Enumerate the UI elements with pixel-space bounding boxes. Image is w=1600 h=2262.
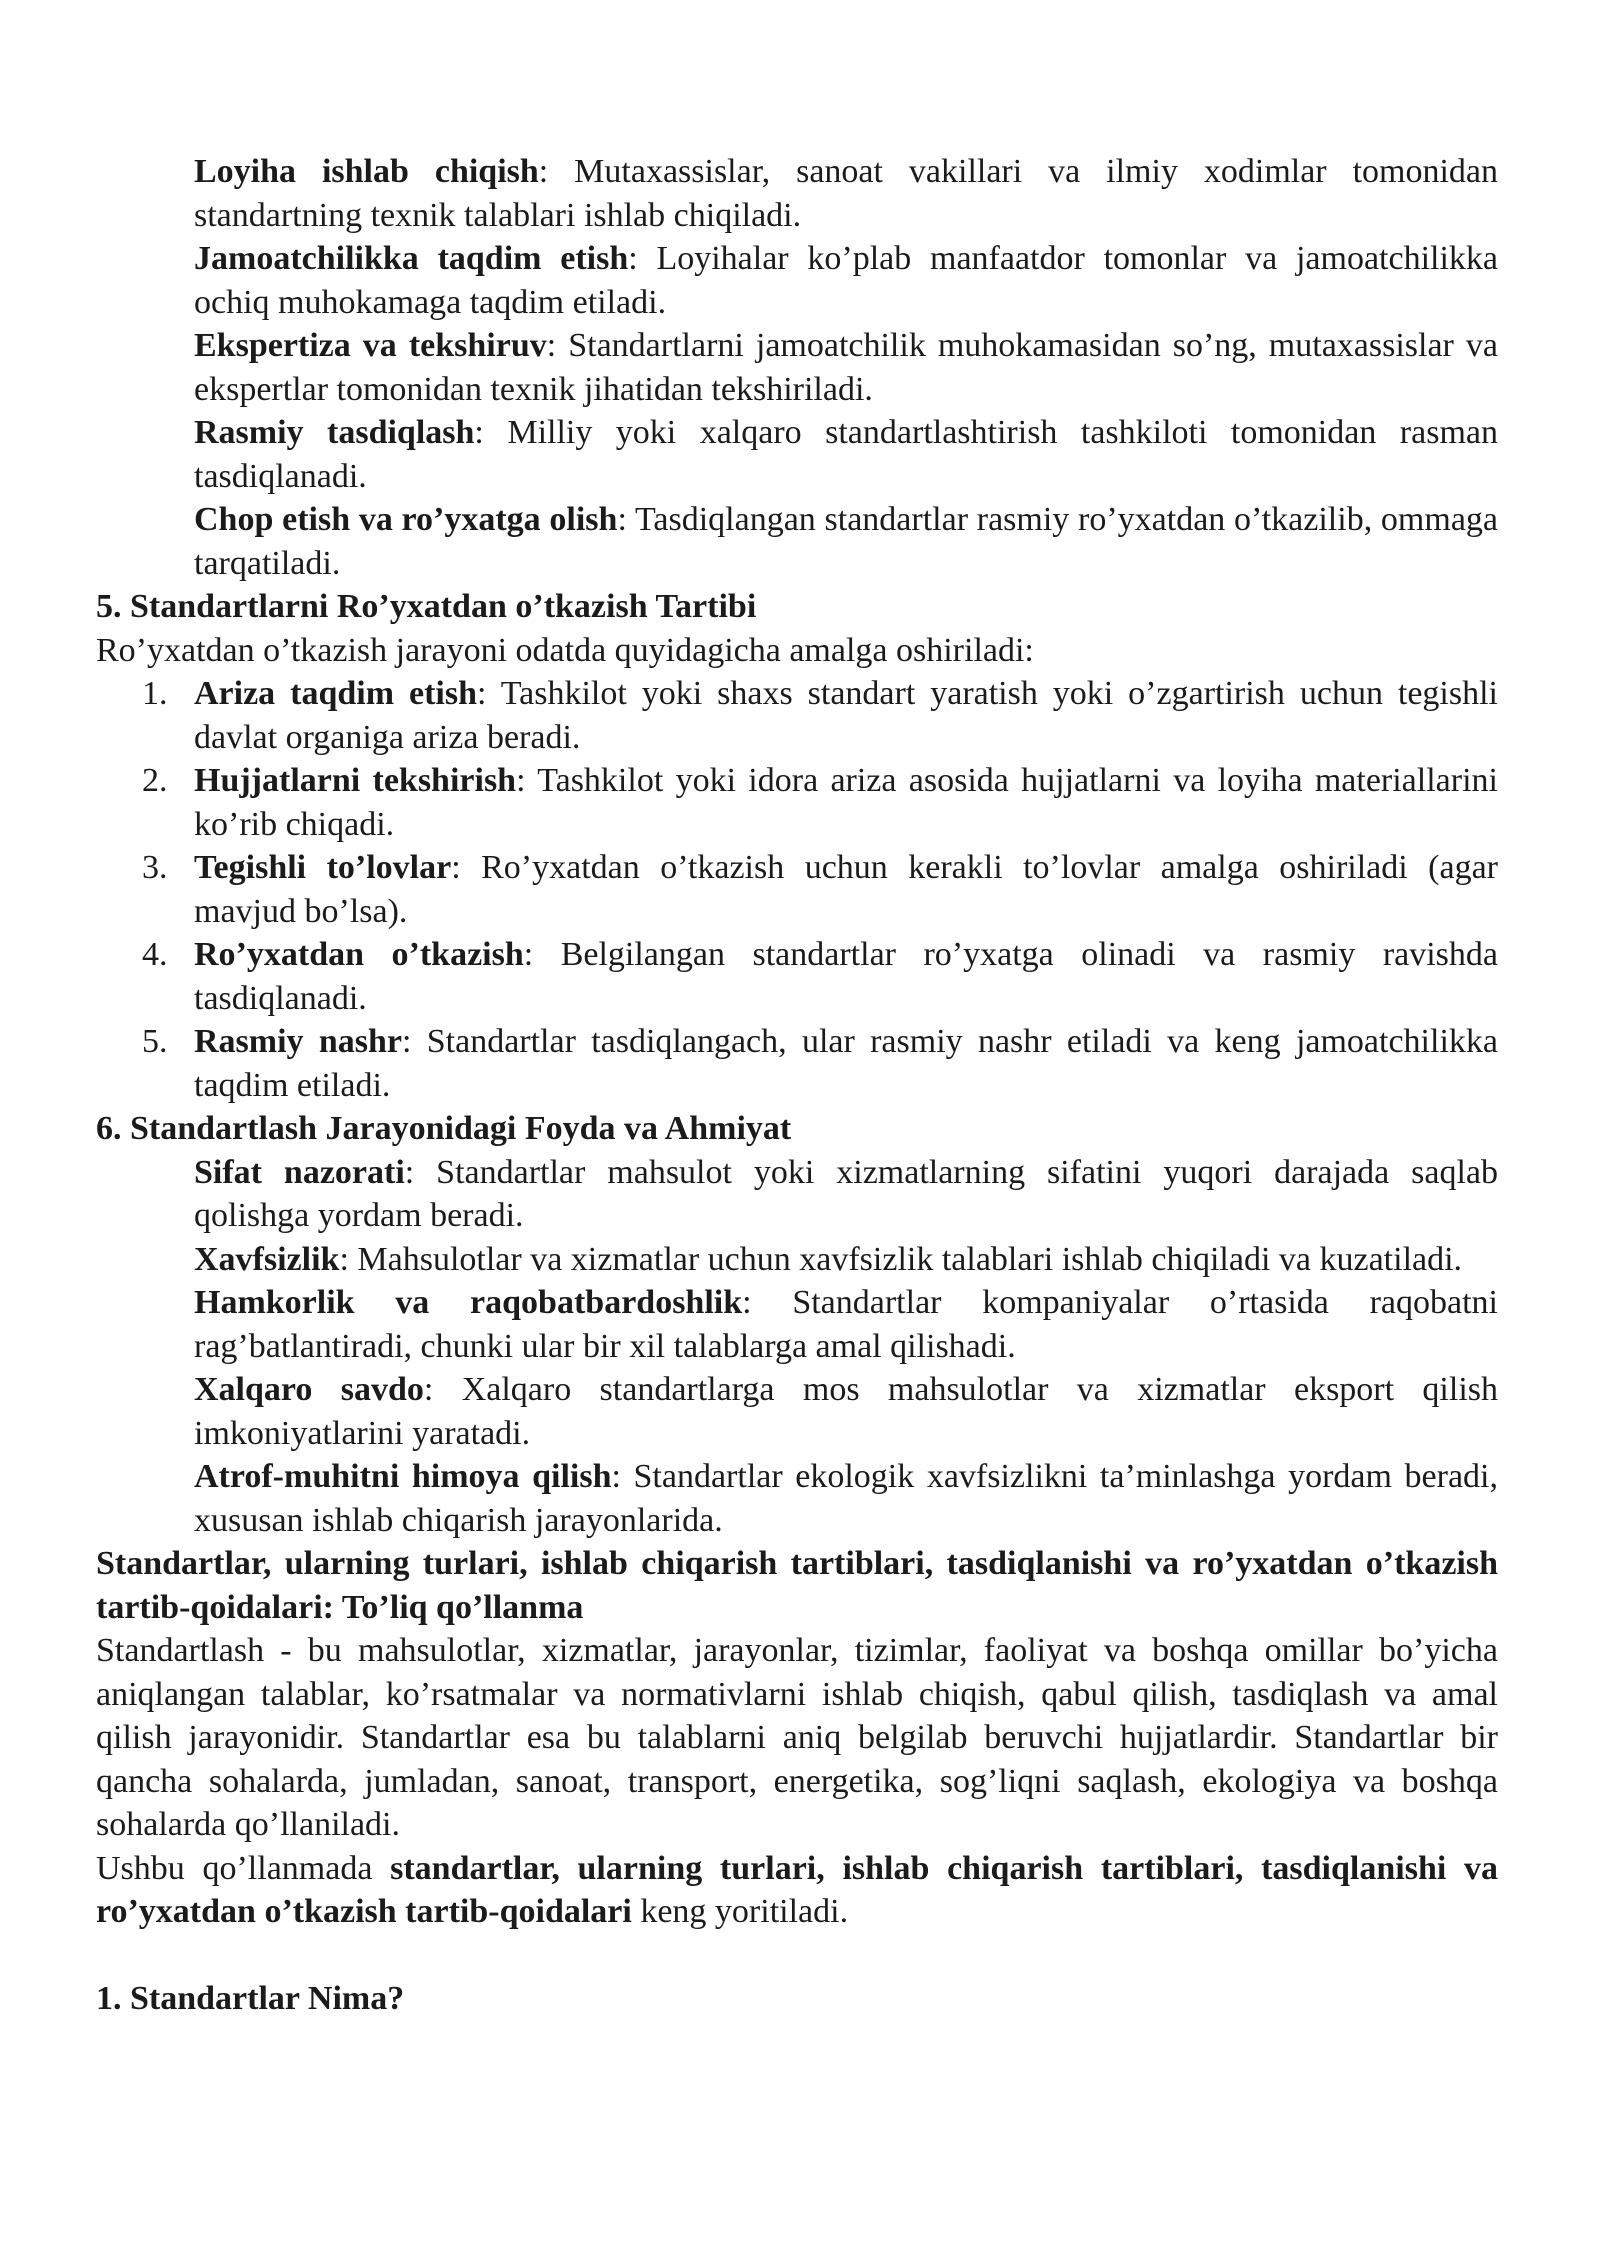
item-term: Tegishli to’lovlar	[194, 849, 452, 886]
benefit-text: : Standartlar ekologik xavfsizlikni ta’minlashga yordam beradi, xususan ishlab chiqarish jarayonlarida.	[194, 1458, 1498, 1539]
item-text: : Ro’yxatdan o’tkazish uchun kerakli to’lovlar amalga oshiriladi (agar mavjud bo’lsa).	[194, 849, 1498, 930]
step-text: : Loyihalar ko’plab manfaatdor tomonlar va jamoatchilikka ochiq muhokamaga taqdim etiladi.	[194, 240, 1498, 321]
step-term: Rasmiy tasdiqlash	[194, 414, 475, 451]
benefit-term: Xavfsizlik	[194, 1240, 340, 1278]
process-step	[96, 237, 1498, 324]
document-page	[96, 150, 1498, 2021]
step-term: Chop etish va ro’yxatga olish	[194, 501, 618, 538]
step-text: : Milliy yoki xalqaro standartlashtirish tashkiloti tomonidan rasman tasdiqlanadi.	[194, 414, 1498, 495]
section-heading: 5. Standartlarni Ro’yxatdan o’tkazish Tartibi	[96, 588, 757, 625]
section-intro: Ro’yxatdan o’tkazish jarayoni odatda quyidagicha amalga oshiriladi:	[96, 631, 1034, 669]
benefit-text: : Standartlar mahsulot yoki xizmatlarning sifatini yuqori darajada saqlab qolishga yordam beradi.	[194, 1153, 1499, 1234]
process-step	[96, 324, 1498, 411]
step-text: : Mutaxassislar, sanoat vakillari va ilmiy xodimlar tomonidan standartning texnik talablari ishlab chiqiladi.	[194, 153, 1498, 234]
list-number: 2.	[142, 762, 168, 799]
benefit-item	[96, 1238, 1498, 1282]
list-item	[96, 672, 1498, 759]
item-term: Ro’yxatdan o’tkazish	[194, 936, 524, 973]
item-term: Hujjatlarni tekshirish	[194, 762, 517, 799]
item-text: : Tashkilot yoki idora ariza asosida hujjatlarni va loyiha materiallarini ko’rib chiqadi.	[194, 762, 1498, 843]
benefit-item	[96, 1281, 1498, 1368]
benefit-term: Sifat nazorati	[194, 1153, 405, 1191]
benefit-term: Atrof-muhitni himoya qilish	[194, 1458, 612, 1495]
item-text: : Tashkilot yoki shaxs standart yaratish yoki o’zgartirish uchun tegishli davlat organiga ariza beradi.	[194, 675, 1498, 756]
benefit-item	[96, 1455, 1498, 1542]
benefit-text: : Xalqaro standartlarga mos mahsulotlar va xizmatlar eksport qilish imkoniyatlarini yaratadi.	[194, 1371, 1498, 1452]
step-term: Ekspertiza va tekshiruv	[194, 327, 547, 364]
process-step	[96, 498, 1498, 585]
registration-steps-list	[96, 672, 1498, 1107]
blank-line	[96, 1934, 1498, 1978]
list-number: 4.	[142, 936, 168, 973]
guide-paragraph: Standartlash - bu mahsulotlar, xizmatlar, jarayonlar, tizimlar, faoliyat va boshqa omillar bo’yicha aniqlangan talablar, ko’rsatmalar va normativlarni ishlab chiqish, qabul qilish, tasdiqlash va amal qilish jarayonidir. Standartlar esa bu talablarni aniq belgilab beruvchi hujjatlardir. Standartlar bir qancha sohalarda, jumladan, sanoat, transport, energetika, sog’liqni saqlash, ekologiya va boshqa sohalarda qo’llaniladi.	[96, 1632, 1498, 1843]
list-item	[96, 933, 1498, 1020]
benefit-term: Hamkorlik va raqobatbardoshlik	[194, 1284, 743, 1321]
step-term: Jamoatchilikka taqdim etish	[194, 240, 629, 277]
benefit-item	[96, 1151, 1498, 1238]
list-item	[96, 846, 1498, 933]
step-text: : Tasdiqlangan standartlar rasmiy ro’yxatdan o’tkazilib, ommaga tarqatiladi.	[194, 501, 1499, 582]
item-text: : Standartlar tasdiqlangach, ular rasmiy nashr etiladi va keng jamoatchilikka taqdim etiladi.	[194, 1023, 1498, 1104]
process-step	[96, 411, 1498, 498]
benefit-term: Xalqaro savdo	[194, 1371, 424, 1408]
section-heading: 1. Standartlar Nima?	[96, 1980, 405, 2017]
guide-bold-text: standartlar, ularning turlari, ishlab chiqarish tartiblari, tasdiqlanishi va ro’yxatdan o’tkazish tartib-qoidalari	[96, 1849, 1498, 1930]
item-term: Rasmiy nashr	[194, 1023, 402, 1060]
benefit-item	[96, 1368, 1498, 1455]
item-term: Ariza taqdim etish	[194, 675, 477, 712]
guide-suffix: keng yoritiladi.	[631, 1893, 849, 1930]
list-number: 1.	[142, 675, 168, 712]
list-number: 5.	[142, 1023, 168, 1060]
section-heading: 6. Standartlash Jarayonidagi Foyda va Ahmiyat	[96, 1110, 792, 1147]
list-item	[96, 1020, 1498, 1107]
guide-paragraph-2	[96, 1847, 1498, 1934]
guide-heading: Standartlar, ularning turlari, ishlab chiqarish tartiblari, tasdiqlanishi va ro’yxatdan o’tkazish tartib-qoidalari: To’liq qo’llanma	[96, 1545, 1498, 1626]
item-text: : Belgilangan standartlar ro’yxatga olinadi va rasmiy ravishda tasdiqlanadi.	[194, 936, 1498, 1017]
guide-prefix: Ushbu qo’llanmada	[96, 1849, 391, 1887]
step-term: Loyiha ishlab chiqish	[194, 153, 539, 190]
list-number: 3.	[142, 849, 168, 886]
benefit-text: : Standartlar kompaniyalar o’rtasida raqobatni rag’batlantiradi, chunki ular bir xil talablarga amal qilishadi.	[194, 1284, 1498, 1365]
step-text: : Standartlarni jamoatchilik muhokamasidan so’ng, mutaxassislar va ekspertlar tomonidan texnik jihatidan tekshiriladi.	[194, 327, 1498, 408]
benefit-text: : Mahsulotlar va xizmatlar uchun xavfsizlik talablari ishlab chiqiladi va kuzatiladi.	[339, 1240, 1463, 1278]
list-item	[96, 759, 1498, 846]
process-step	[96, 150, 1498, 237]
